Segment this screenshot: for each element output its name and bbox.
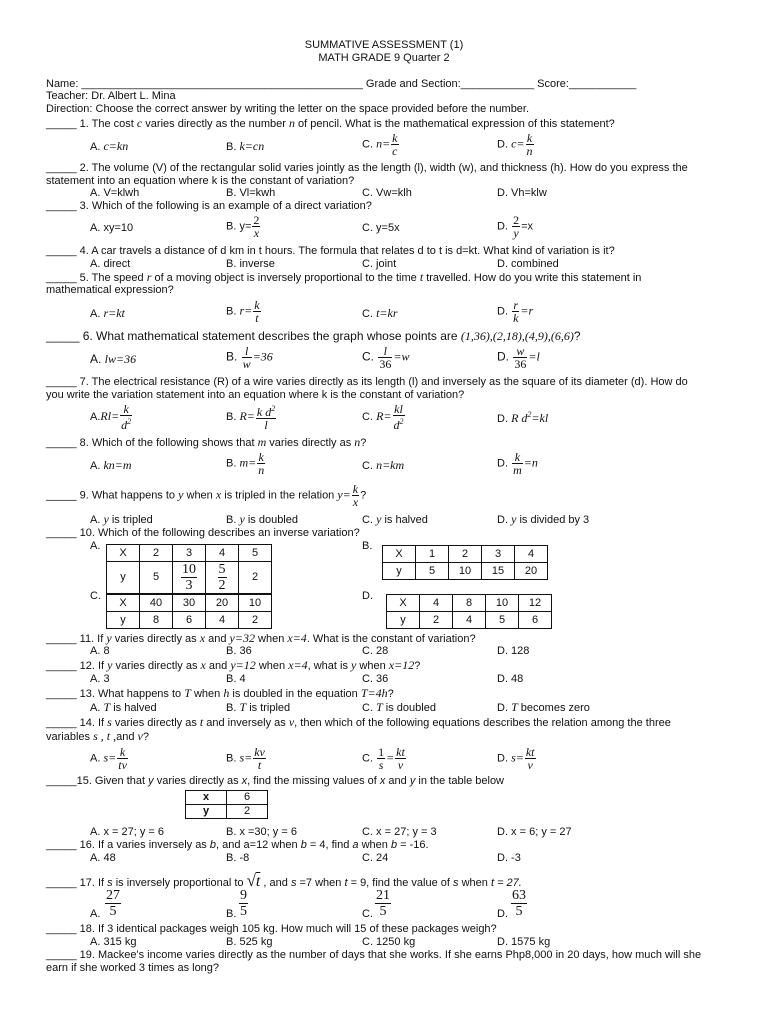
question-18-stem: _____ 18. If 3 identical packages weigh 105 kg. How much will 15 of these packages weigh? (46, 923, 497, 935)
question-6-stem: _____ 6. What mathematical statement describes the graph whose points are (1,36),(2,18),(4,9),(6,6)? (46, 329, 581, 343)
q9-option-c: C. y is halved (362, 512, 428, 526)
table-cell: X (383, 546, 416, 563)
table-cell: 2 (420, 612, 453, 629)
table-cell: X (387, 595, 420, 612)
table-cell: 4 (515, 546, 548, 563)
question-9-stem: _____ 9. What happens to y when x is tripled in the relation y= $\frac{k}{x}$ ? (46, 482, 367, 509)
table-cell: 6 (227, 791, 268, 805)
table-cell: y (107, 612, 140, 629)
q16-option-d: D. -3 (497, 852, 521, 864)
teacher-line: Teacher: Dr. Albert L. Mina (46, 90, 176, 102)
table-cell: 10 (239, 595, 272, 612)
q7-option-a: A.Rl= $\frac{k}{d^2}$ (90, 402, 132, 432)
table-cell: 6 (519, 612, 552, 629)
table-cell: 4 (420, 595, 453, 612)
q18-option-a: A. 315 kg (90, 936, 137, 948)
q9-option-d: D. y is divided by 3 (497, 512, 590, 526)
q1-option-c: C. n= $\frac{k}{c}$ (362, 131, 398, 158)
q15-option-d: D. x = 6; y = 27 (497, 826, 572, 838)
table-cell: 4 (453, 612, 486, 629)
q5-option-a: A. r=kt (90, 306, 125, 320)
q1-option-a: A. c=kn (90, 139, 129, 153)
q12-option-d: D. 48 (497, 673, 524, 685)
table-cell: 4 (206, 612, 239, 629)
q14-option-d: D. s= $\frac{kt}{v}$ (497, 745, 535, 772)
q7-option-c: C. R= $\frac{kl}{d^2}$ (362, 402, 404, 432)
name-line: Name: ______________________________________________ Grade and Section:____________ Score:___________ (46, 78, 637, 90)
q18-option-c: C. 1250 kg (362, 936, 416, 948)
q5-option-d: D. $\frac{r}{k}$ =r (497, 298, 534, 325)
q17-option-a-label: A. (90, 908, 101, 920)
q16-option-a: A. 48 (90, 852, 116, 864)
q18-option-d: D. 1575 kg (497, 936, 551, 948)
q6-option-c: C. $\frac{l}{36}$ =w (362, 344, 410, 371)
q11-option-b: B. 36 (226, 645, 252, 657)
q8-option-b: B. m= $\frac{k}{n}$ (226, 450, 265, 477)
q9-option-b: B. y is doubled (226, 512, 298, 526)
q4-option-a: A. direct (90, 258, 131, 270)
table-cell: 3 (482, 546, 515, 563)
doc-title: SUMMATIVE ASSESSMENT (1) (304, 39, 464, 51)
table-cell: 5 (239, 545, 272, 562)
table-cell: 10 (449, 563, 482, 580)
q15-option-c: C. x = 27; y = 3 (362, 826, 437, 838)
q4-option-b: B. inverse (226, 258, 275, 270)
q15-option-b: B. x =30; y = 6 (226, 826, 297, 838)
q12-option-b: B. 4 (226, 673, 246, 685)
q10-option-a-label: A. (90, 540, 101, 552)
table-cell: 2 (239, 612, 272, 629)
table-cell: y (107, 562, 140, 594)
q3-option-c: C. y=5x (362, 222, 400, 234)
q7-option-d: D. R $d^2=kl$ (497, 410, 549, 425)
table-cell: 8 (453, 595, 486, 612)
question-4-stem: _____ 4. A car travels a distance of d km in t hours. The formula that relates d to t is d=kt. What kind of variation is it? (46, 245, 615, 257)
table-cell: 6 (173, 612, 206, 629)
q2-option-c: C. Vw=klh (362, 187, 412, 199)
q10-option-c-label: C. (90, 590, 101, 602)
table-cell: 1 (416, 546, 449, 563)
table-cell: 8 (140, 612, 173, 629)
table-cell: 30 (173, 595, 206, 612)
q12-option-c: C. 36 (362, 673, 389, 685)
q14-option-b: B. s= $\frac{kv}{t}$ (226, 745, 265, 772)
table-cell-fraction: $\frac{5}{2}$ (206, 562, 239, 594)
question-16-stem: _____ 16. If a varies inversely as b, and a=12 when b = 4, find a when b = -16. (46, 839, 429, 851)
q8-option-d: D. $\frac{k}{m}$ =n (497, 450, 538, 477)
question-8-stem: _____ 8. Which of the following shows that m varies directly as n? (46, 435, 367, 449)
q4-option-d: D. combined (497, 258, 559, 270)
doc-subtitle: MATH GRADE 9 Quarter 2 (318, 52, 450, 64)
q4-option-c: C. joint (362, 258, 397, 270)
q7-option-b: B. R= $\frac{k d^2}{l}$ (226, 404, 276, 432)
q13-option-a: A. T is halved (90, 700, 157, 714)
q17-option-d-label: D. (497, 908, 508, 920)
q17-option-d: $\frac{63}{5}$ (512, 888, 526, 919)
table-cell: 5 (140, 562, 173, 594)
q2-option-d: D. Vh=klw (497, 187, 547, 199)
table-cell: x (186, 791, 227, 805)
q16-option-c: C. 24 (362, 852, 389, 864)
question-7-line1: _____ 7. The electrical resistance (R) of a wire varies directly as its length (l) and inversely as the square of its diameter (d). How do (46, 376, 688, 388)
q10-table-d (386, 594, 552, 629)
q16-option-b: B. -8 (226, 852, 250, 864)
table-cell: y (383, 563, 416, 580)
q5-option-c: C. t=kr (362, 306, 398, 320)
q12-option-a: A. 3 (90, 673, 110, 685)
table-cell: y (387, 612, 420, 629)
table-cell: X (107, 595, 140, 612)
question-12-stem: _____ 12. If y varies directly as x and y=12 when x=4, what is y when x=12? (46, 658, 421, 672)
table-cell: X (107, 545, 140, 562)
q15-option-a: A. x = 27; y = 6 (90, 826, 164, 838)
table-cell-fraction: $\frac{10}{3}$ (173, 562, 206, 594)
q3-option-b: B. y= $\frac{2}{x}$ (226, 213, 260, 240)
q5-option-b: B. r= $\frac{k}{t}$ (226, 298, 260, 325)
q1-option-b: B. k=cn (226, 139, 265, 153)
table-cell: y (186, 805, 227, 819)
question-13-stem: _____ 13. What happens to T when h is doubled in the equation T=4h? (46, 686, 394, 700)
question-11-stem: _____ 11. If y varies directly as x and y=32 when x=4. What is the constant of variation? (46, 631, 476, 645)
q14-option-c: C. $\frac{1}{s}$ = $\frac{kt}{v}$ (362, 745, 405, 772)
q11-option-c: C. 28 (362, 645, 389, 657)
question-5-line1: _____ 5. The speed r of a moving object is inversely proportional to the time t travelled. How do you write this statement in (46, 270, 642, 284)
q18-option-b: B. 525 kg (226, 936, 273, 948)
question-19-line1: _____ 19. Mackee's income varies directly as the number of days that she works. If she earns Php8,000 in 20 days, how much will she (46, 949, 702, 961)
question-19-line2: earn if she worked 3 times as long? (46, 962, 220, 974)
table-cell: 5 (486, 612, 519, 629)
q13-option-d: D. T becomes zero (497, 700, 590, 714)
table-cell: 2 (227, 805, 268, 819)
table-cell: 4 (206, 545, 239, 562)
question-1-stem: _____ 1. The cost c varies directly as the number n of pencil. What is the mathematical expression of this statement? (46, 116, 615, 130)
q11-option-a: A. 8 (90, 645, 110, 657)
q8-option-c: C. n=km (362, 458, 405, 472)
question-14-line2: variables s , t ,and v? (46, 729, 149, 743)
q9-option-a: A. y is tripled (90, 512, 153, 526)
table-cell: 3 (173, 545, 206, 562)
table-cell: 20 (515, 563, 548, 580)
q14-option-a: A. s= $\frac{k}{tv}$ (90, 745, 127, 772)
q6-option-b: B. $\frac{l}{w}$ =36 (226, 344, 273, 371)
table-cell: 2 (449, 546, 482, 563)
question-2-line1: _____ 2. The volume (V) of the rectangular solid varies jointly as the length (l), width (w), and thickness (h). How do you express the (46, 162, 688, 174)
q15-table (185, 790, 268, 819)
q13-option-b: B. T is tripled (226, 700, 291, 714)
q13-option-c: C. T is doubled (362, 700, 436, 714)
table-cell: 12 (519, 595, 552, 612)
q10-table-b (382, 545, 548, 580)
q10-option-b-label: B. (362, 540, 373, 552)
question-3-stem: _____ 3. Which of the following is an example of a direct variation? (46, 200, 372, 212)
q1-option-d: D. c= $\frac{k}{n}$ (497, 131, 533, 158)
table-cell: 2 (239, 562, 272, 594)
question-2-line2: statement into an equation where k is the constant of variation? (46, 175, 355, 187)
question-17-stem: _____ 17. If s is inversely proportional to √t , and s =7 when t = 9, find the value of s when t = 27. (46, 871, 522, 890)
q3-option-d: D. $\frac{2}{y}$ =x (497, 213, 533, 240)
question-10-stem: _____ 10. Which of the following describes an inverse variation? (46, 527, 360, 539)
q11-option-d: D. 128 (497, 645, 530, 657)
table-cell: 10 (486, 595, 519, 612)
q8-option-a: A. kn=m (90, 458, 132, 472)
direction-line: Direction: Choose the correct answer by writing the letter on the space provided before the number. (46, 103, 530, 115)
q6-option-d: D. $\frac{w}{36}$ =l (497, 344, 540, 371)
question-7-line2: you write the variation statement into an equation where k is the constant of variation? (46, 389, 465, 401)
q17-option-a: $\frac{27}{5}$ (106, 888, 120, 919)
table-cell: 20 (206, 595, 239, 612)
q17-option-c-label: C. (362, 908, 373, 920)
q17-option-b-label: B. (226, 908, 237, 920)
q17-option-c: $\frac{21}{5}$ (376, 888, 390, 919)
q10-option-d-label: D. (362, 590, 373, 602)
q6-option-a: A. lw=36 (90, 352, 137, 366)
question-15-stem: _____15. Given that y varies directly as x, find the missing values of x and y in the table below (46, 775, 504, 787)
q2-option-a: A. V=klwh (90, 187, 140, 199)
table-cell: 40 (140, 595, 173, 612)
q10-table-c (106, 594, 272, 629)
q3-option-a: A. xy=10 (90, 222, 134, 234)
q17-option-b: $\frac{9}{5}$ (240, 888, 247, 919)
q2-option-b: B. Vl=kwh (226, 187, 276, 199)
table-cell: 15 (482, 563, 515, 580)
question-14-line1: _____ 14. If s varies directly as t and inversely as v, then which of the following equations describes the relation among the three (46, 715, 671, 729)
table-cell: 2 (140, 545, 173, 562)
table-cell: 5 (416, 563, 449, 580)
q10-table-a (106, 544, 272, 594)
question-5-line2: mathematical expression? (46, 284, 174, 296)
